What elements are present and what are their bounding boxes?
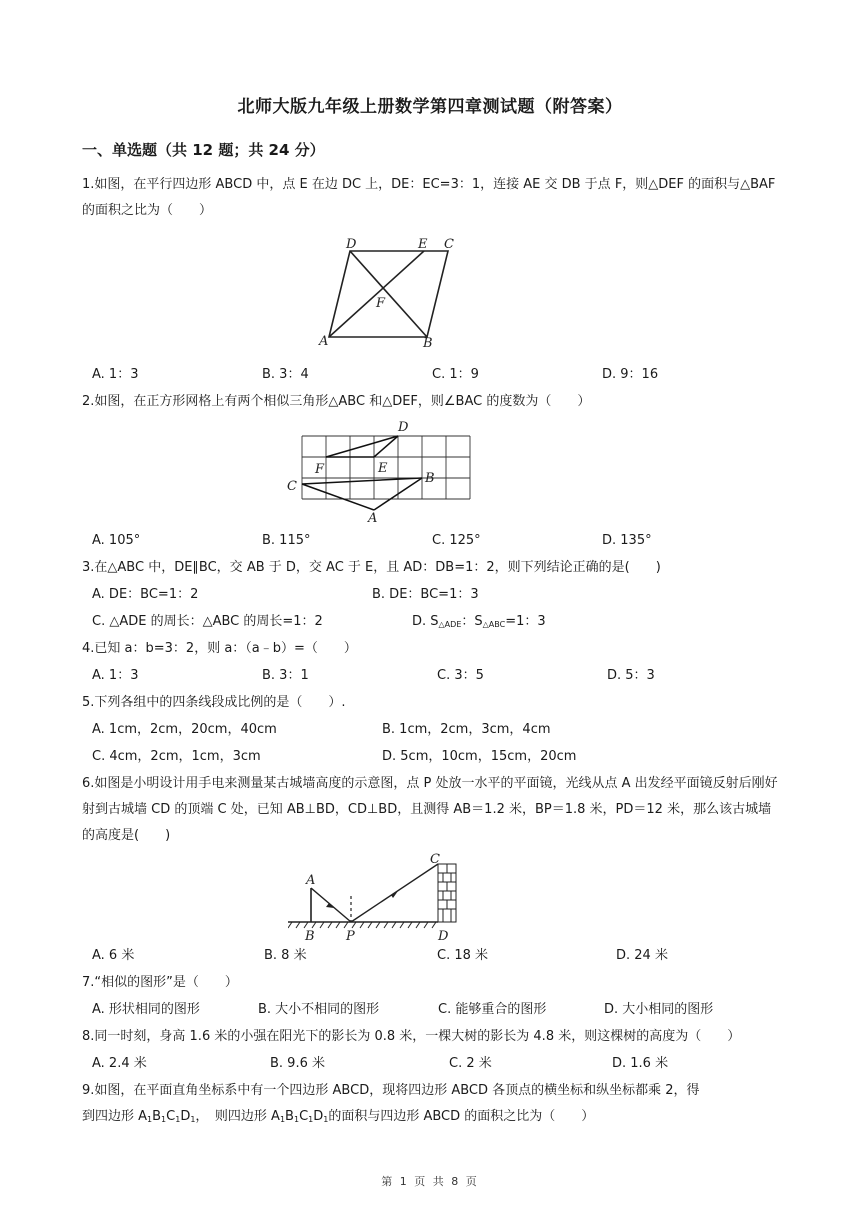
option-d-mid: ：S (461, 614, 483, 629)
q9-sub: 1 (161, 1115, 167, 1124)
q9-sub: 1 (279, 1115, 286, 1124)
question-9-line1: 9.如图，在平面直角坐标系中有一个四边形 ABCD，现将四边形 ABCD 各顶点的横坐标和纵坐标都乘 2，得 (82, 1083, 700, 1098)
q9-part: 的面积与四边形 ABCD 的面积之比为（ ） (328, 1109, 595, 1124)
q9-sub: 1 (147, 1115, 153, 1124)
option-b[interactable]: B. 9.6 米 (270, 1056, 325, 1071)
question-1-text: 1.如图，在平行四边形 ABCD 中，点 E 在边 DC 上，DE：EC=3：1，连接 AE 交 DB 于点 F，则△DEF 的面积与△BAF 的面积之比为（ ） (82, 177, 776, 218)
label-f: F (376, 296, 386, 311)
option-c[interactable]: C. 125° (432, 533, 481, 548)
option-d[interactable]: D. 大小相同的图形 (604, 1002, 714, 1017)
question-8-options (92, 1051, 792, 1077)
option-d-prefix: D. S (412, 614, 439, 629)
label-e: E (378, 461, 388, 476)
option-d-suffix: =1：3 (505, 614, 546, 629)
label-b: B (423, 336, 433, 351)
q9-sub: 1 (308, 1115, 314, 1124)
option-c[interactable]: C. 2 米 (449, 1056, 492, 1071)
option-a[interactable]: A. 105° (92, 533, 141, 548)
option-b[interactable]: B. 8 米 (264, 948, 307, 963)
q9-part: B (285, 1109, 294, 1124)
option-b[interactable]: B. 3：4 (262, 367, 309, 382)
page-title: 北师大版九年级上册数学第四章测试题（附答案） (237, 97, 623, 117)
option-d-sub1: △ADE (438, 620, 462, 629)
question-4-options (92, 663, 792, 689)
question-5-options-row1 (92, 717, 792, 743)
question-3-text: 3.在△ABC 中，DE∥BC，交 AB 于 D，交 AC 于 E，且 AD：DB=1：2，则下列结论正确的是( ) (82, 560, 661, 575)
label-p: P (346, 929, 355, 944)
label-c: C (287, 479, 297, 494)
option-a[interactable]: A. 1：3 (92, 668, 139, 683)
option-c[interactable]: C. 3：5 (437, 668, 484, 683)
question-6-options (92, 943, 792, 969)
question-9-line2 (82, 1104, 782, 1133)
question-6-figure (288, 852, 464, 944)
option-b[interactable]: B. DE：BC=1：3 (372, 587, 479, 602)
question-1-figure (312, 234, 472, 352)
option-d[interactable]: D. 24 米 (616, 948, 668, 963)
option-d[interactable]: D. 135° (602, 533, 652, 548)
label-c: C (430, 852, 440, 867)
option-d[interactable]: D. 5：3 (607, 668, 655, 683)
q9-part: D (180, 1109, 191, 1124)
option-d[interactable]: D. 1.6 米 (612, 1056, 669, 1071)
question-4-text: 4.已知 a：b=3：2，则 a：（a﹣b）=（ ） (82, 641, 357, 656)
q9-sub: 1 (293, 1115, 300, 1124)
label-a: A (368, 511, 378, 526)
question-3-options-row1 (92, 582, 792, 608)
q9-sub: 1 (175, 1115, 181, 1124)
label-a: A (319, 334, 329, 349)
q9-part: B (152, 1109, 162, 1124)
option-b[interactable]: B. 1cm，2cm，3cm，4cm (382, 722, 551, 737)
q9-part: D (313, 1109, 324, 1124)
q9-sub: 1 (190, 1115, 196, 1124)
option-d[interactable]: D. 9：16 (602, 367, 659, 382)
option-b[interactable]: B. 115° (262, 533, 311, 548)
option-a[interactable]: A. 2.4 米 (92, 1056, 147, 1071)
option-b[interactable]: B. 3：1 (262, 668, 309, 683)
label-b: B (305, 929, 315, 944)
question-2-options (92, 528, 792, 554)
q9-part: 到四边形 A (82, 1109, 148, 1124)
question-5-options-row2 (92, 744, 792, 770)
question-9-text (82, 1078, 782, 1133)
question-1-options (92, 362, 792, 388)
question-8-text: 8.同一时刻，身高 1.6 米的小强在阳光下的影长为 0.8 米，一棵大树的影长为 4.8 米，则这棵树的高度为（ ） (82, 1029, 741, 1044)
question-7-options (92, 997, 792, 1023)
q9-part: C (299, 1109, 309, 1124)
option-c[interactable]: C. 4cm，2cm，1cm，3cm (92, 749, 261, 764)
option-c[interactable]: C. 1：9 (432, 367, 479, 382)
q9-part: ， 则四边形 A (195, 1109, 280, 1124)
option-c[interactable]: C. 能够重合的图形 (438, 1002, 547, 1017)
option-a[interactable]: A. 1：3 (92, 367, 139, 382)
option-c[interactable]: C. 18 米 (437, 948, 489, 963)
question-2-text: 2.如图，在正方形网格上有两个相似三角形△ABC 和△DEF，则∠BAC 的度数为（ ） (82, 394, 591, 409)
section-heading: 一、单选题（共 12 题；共 24 分） (82, 141, 325, 159)
question-2-figure (284, 418, 480, 526)
question-6-text: 6.如图是小明设计用手电来测量某古城墙高度的示意图，点 P 处放一水平的平面镜，光线从点 A 出发经平面镜反射后刚好射到古城墙 CD 的顶端 C 处，已知 AB⊥BD，CD⊥BD，且测得 AB＝1.2 米，BP＝1.8 米，PD＝12 米，那么该古城墙的高度是( ) (82, 776, 778, 843)
label-e: E (418, 237, 428, 252)
q9-sub: 1 (323, 1115, 329, 1124)
question-5-text: 5.下列各组中的四条线段成比例的是（ ）. (82, 695, 346, 710)
option-b[interactable]: B. 大小不相同的图形 (258, 1002, 380, 1017)
label-d: D (398, 420, 409, 435)
question-7-text: 7.“相似的图形”是（ ） (82, 975, 238, 990)
question-3-options-row2 (92, 609, 792, 635)
option-d[interactable] (412, 609, 546, 638)
page-footer: 第 1 页 共 8 页 (381, 1175, 479, 1188)
label-c: C (444, 237, 454, 252)
label-a: A (306, 873, 316, 888)
option-d-sub2: △ABC (482, 620, 506, 629)
option-a[interactable]: A. DE：BC=1：2 (92, 587, 199, 602)
label-f: F (315, 462, 325, 477)
option-d[interactable]: D. 5cm，10cm，15cm，20cm (382, 749, 577, 764)
q9-part: C (166, 1109, 176, 1124)
option-c[interactable]: C. △ADE 的周长：△ABC 的周长=1：2 (92, 614, 323, 629)
option-a[interactable]: A. 1cm，2cm，20cm，40cm (92, 722, 277, 737)
option-a[interactable]: A. 形状相同的图形 (92, 1002, 200, 1017)
label-b: B (425, 471, 435, 486)
label-d: D (346, 237, 357, 252)
label-d: D (438, 929, 449, 944)
option-a[interactable]: A. 6 米 (92, 948, 135, 963)
